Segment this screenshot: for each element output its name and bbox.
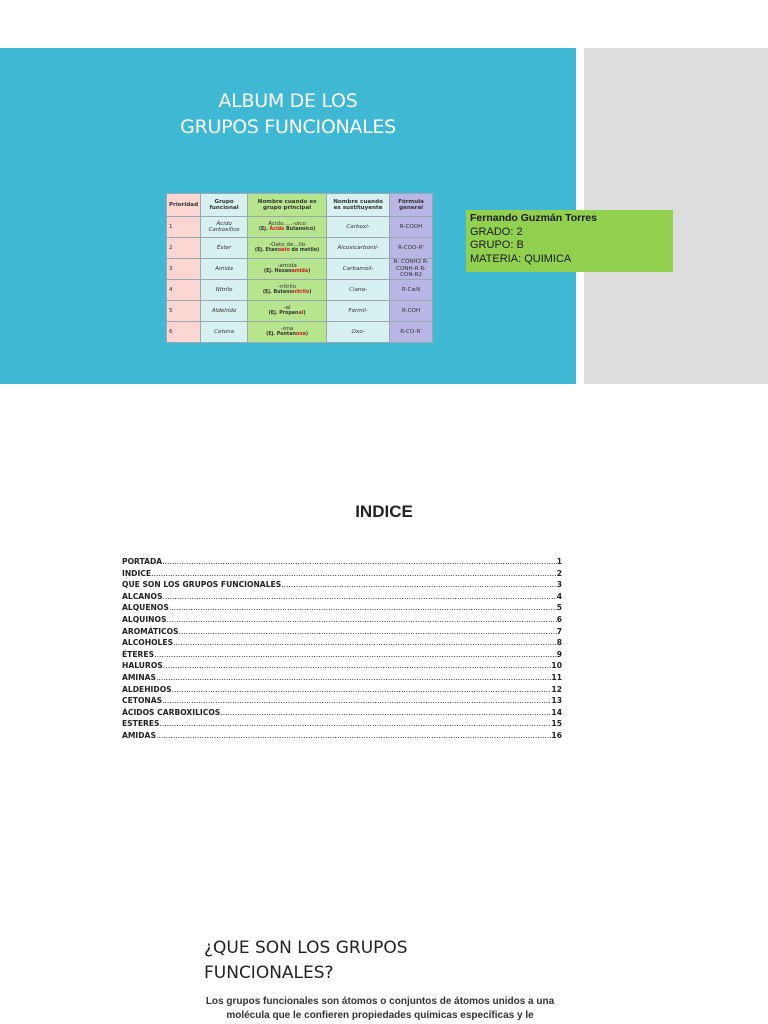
toc-entry-page: 2 (556, 568, 562, 578)
table-row (167, 238, 433, 259)
table-cell: R-COOH (390, 217, 433, 238)
cover-title-line1: ALBUM DE LOS (218, 90, 358, 112)
table-cell: 1 (167, 217, 201, 238)
header-cell: Nombre cuando es grupo principal (248, 194, 327, 217)
toc-entry[interactable] (122, 602, 562, 614)
table-cell: 3 (167, 259, 201, 280)
table-cell: Oxo- (327, 322, 390, 343)
table-cell: R-COH (390, 301, 433, 322)
toc-entry[interactable] (122, 591, 562, 603)
toc-entry-label: ÉTERES (122, 649, 155, 659)
toc-leader-dots (154, 649, 557, 661)
toc-leader-dots (160, 718, 552, 730)
example-text (250, 248, 324, 255)
example-part: (Ej. Pentan (266, 332, 296, 337)
principal-name: -ona (280, 325, 294, 332)
table-of-contents (122, 556, 562, 742)
table-row (167, 217, 433, 238)
toc-entry[interactable] (122, 614, 562, 626)
table-cell: Ciano- (327, 280, 390, 301)
table-cell: R-CO-R' (390, 322, 433, 343)
section-paragraph: Los grupos funcionales son átomos o conjuntos de átomos unidos a una molécula que le confieren propiedades químicas específicas y le (205, 996, 555, 1021)
toc-leader-dots (179, 626, 557, 638)
toc-entry-label: CETONAS (122, 696, 163, 706)
toc-entry-page: 15 (551, 719, 562, 729)
header-cell: Fórmula general (390, 194, 433, 217)
section-title (204, 936, 504, 986)
student-subject: MATERIA: QUIMICA (470, 252, 572, 265)
toc-entry-label: ALCANOS (122, 591, 163, 601)
index-title: INDICE (355, 502, 413, 521)
example-text (250, 227, 324, 234)
example-part: (Ej. Etan (254, 248, 278, 253)
toc-entry-page: 4 (556, 591, 562, 601)
example-text (250, 269, 324, 276)
table-cell (248, 238, 327, 259)
toc-leader-dots (220, 707, 551, 719)
header-cell: Nombre cuando es sustituyente (327, 194, 390, 217)
toc-leader-dots (162, 556, 557, 568)
toc-entry[interactable] (122, 568, 562, 580)
toc-entry[interactable] (122, 684, 562, 696)
table-cell: Formil- (327, 301, 390, 322)
example-part: ) (308, 269, 311, 274)
student-name: Fernando Guzmán Torres (470, 212, 597, 224)
table-cell: Éster (201, 238, 248, 259)
toc-entry-label: ALDEHIDOS (122, 684, 172, 694)
toc-entry[interactable] (122, 649, 562, 661)
table-header-row (167, 194, 433, 217)
example-highlight: ona (295, 332, 306, 337)
toc-entry[interactable] (122, 707, 562, 719)
functional-groups-table (166, 193, 433, 343)
toc-entry-page: 9 (556, 649, 562, 659)
toc-leader-dots (173, 637, 557, 649)
toc-entry-label: HALUROS (122, 661, 163, 671)
toc-entry-page: 3 (556, 580, 562, 590)
principal-name: -nitrilo (278, 283, 297, 290)
toc-entry-label: ALQUINOS (122, 614, 167, 624)
toc-entry-label: ESTERES (122, 719, 160, 729)
example-highlight: Ácido (269, 227, 285, 232)
table-cell: Carbamoil- (327, 259, 390, 280)
toc-entry-page: 10 (551, 661, 562, 671)
table-row (167, 301, 433, 322)
toc-entry-page: 8 (556, 638, 562, 648)
toc-entry-page: 5 (556, 603, 562, 613)
table-cell: R-C≡N (390, 280, 433, 301)
example-highlight: amida (291, 269, 309, 274)
principal-name: -Oato de...ilo (268, 241, 306, 248)
table-cell: 5 (167, 301, 201, 322)
table-row (167, 280, 433, 301)
toc-leader-dots (281, 579, 557, 591)
table-cell (248, 259, 327, 280)
header-cell: Prioridad (167, 194, 201, 217)
table-cell: Alcoxicarbonil- (327, 238, 390, 259)
example-part: Butanoico) (284, 227, 316, 232)
table-row (167, 259, 433, 280)
example-highlight: oato (277, 248, 290, 253)
toc-entry[interactable] (122, 730, 562, 742)
table-cell: Carboxi- (327, 217, 390, 238)
example-part: (Ej. (258, 227, 270, 232)
table-cell (248, 301, 327, 322)
student-group: GRUPO: B (470, 239, 524, 251)
example-text (250, 290, 324, 297)
toc-leader-dots (163, 660, 552, 672)
table-cell: Aldehído (201, 301, 248, 322)
principal-name: -amida (277, 262, 297, 269)
table-cell: 2 (167, 238, 201, 259)
toc-entry[interactable] (122, 660, 562, 672)
toc-entry[interactable] (122, 718, 562, 730)
toc-leader-dots (162, 695, 551, 707)
toc-leader-dots (166, 614, 556, 626)
toc-entry[interactable] (122, 556, 562, 568)
principal-name: -al (283, 304, 291, 311)
example-part: ) (309, 290, 312, 295)
toc-entry-page: 14 (551, 707, 562, 717)
example-part: de metilo) (289, 248, 320, 253)
toc-entry-page: 6 (556, 614, 562, 624)
example-text (250, 332, 324, 339)
toc-entry-label: ALQUENOS (122, 603, 169, 613)
example-part: (Ej. Propan (268, 311, 299, 316)
table-cell: Amida (201, 259, 248, 280)
toc-leader-dots (169, 602, 557, 614)
toc-entry-page: 12 (551, 684, 562, 694)
cover-title (0, 88, 576, 140)
student-info-box (466, 210, 673, 272)
table-cell (248, 322, 327, 343)
table-cell (248, 280, 327, 301)
toc-leader-dots (151, 568, 557, 580)
student-grade: GRADO: 2 (470, 225, 523, 238)
table-cell: R- CONH2 R-CONH-R R-CON-R2 (390, 259, 433, 280)
toc-entry-page: 7 (556, 626, 562, 636)
cover-title-line2: GRUPOS FUNCIONALES (180, 116, 396, 138)
example-part: ) (303, 311, 306, 316)
toc-entry[interactable] (122, 626, 562, 638)
table-cell: Ácido Carboxílico (201, 217, 248, 238)
example-part: (Ej. Hexan (263, 269, 292, 274)
toc-leader-dots (156, 730, 552, 742)
toc-entry[interactable] (122, 637, 562, 649)
toc-entry-page: 13 (551, 696, 562, 706)
toc-entry-page: 11 (551, 672, 562, 682)
table-cell: Nitrilo (201, 280, 248, 301)
toc-entry-label: PORTADA (122, 557, 163, 566)
example-part: (Ej. Butano (262, 290, 293, 295)
example-highlight: al (298, 311, 304, 316)
table-row (167, 322, 433, 343)
toc-entry[interactable] (122, 672, 562, 684)
header-cell: Grupo funcional (201, 194, 248, 217)
example-part: ) (305, 332, 309, 337)
toc-leader-dots (162, 591, 556, 603)
toc-entry-label: AMINAS (122, 672, 156, 682)
toc-leader-dots (156, 672, 551, 684)
toc-entry-label: INDICE (122, 568, 152, 578)
table-cell (248, 217, 327, 238)
principal-name: Ácido.....-oico (268, 220, 306, 227)
table-cell: 6 (167, 322, 201, 343)
example-highlight: nitrilo (292, 290, 310, 295)
section-title-line1: ¿QUE SON LOS GRUPOS (204, 938, 408, 958)
toc-entry-label: ALCOHOLES (122, 638, 174, 648)
toc-entry-page: 1 (556, 557, 562, 566)
toc-entry-label: AMIDAS (122, 730, 156, 740)
toc-entry-label: QUE SON LOS GRUPOS FUNCIONALES (122, 580, 282, 590)
toc-entry[interactable] (122, 695, 562, 707)
table-cell: 4 (167, 280, 201, 301)
toc-entry-label: AROMÁTICOS (122, 626, 179, 636)
example-text (250, 311, 324, 318)
table-cell: R-COO-R' (390, 238, 433, 259)
toc-leader-dots (172, 684, 552, 696)
toc-entry-page: 16 (551, 730, 562, 740)
toc-entry-label: ÁCIDOS CARBOXILICOS (122, 707, 221, 717)
table-cell: Cetona (201, 322, 248, 343)
toc-entry[interactable] (122, 579, 562, 591)
section-title-line2: FUNCIONALES? (204, 963, 334, 983)
